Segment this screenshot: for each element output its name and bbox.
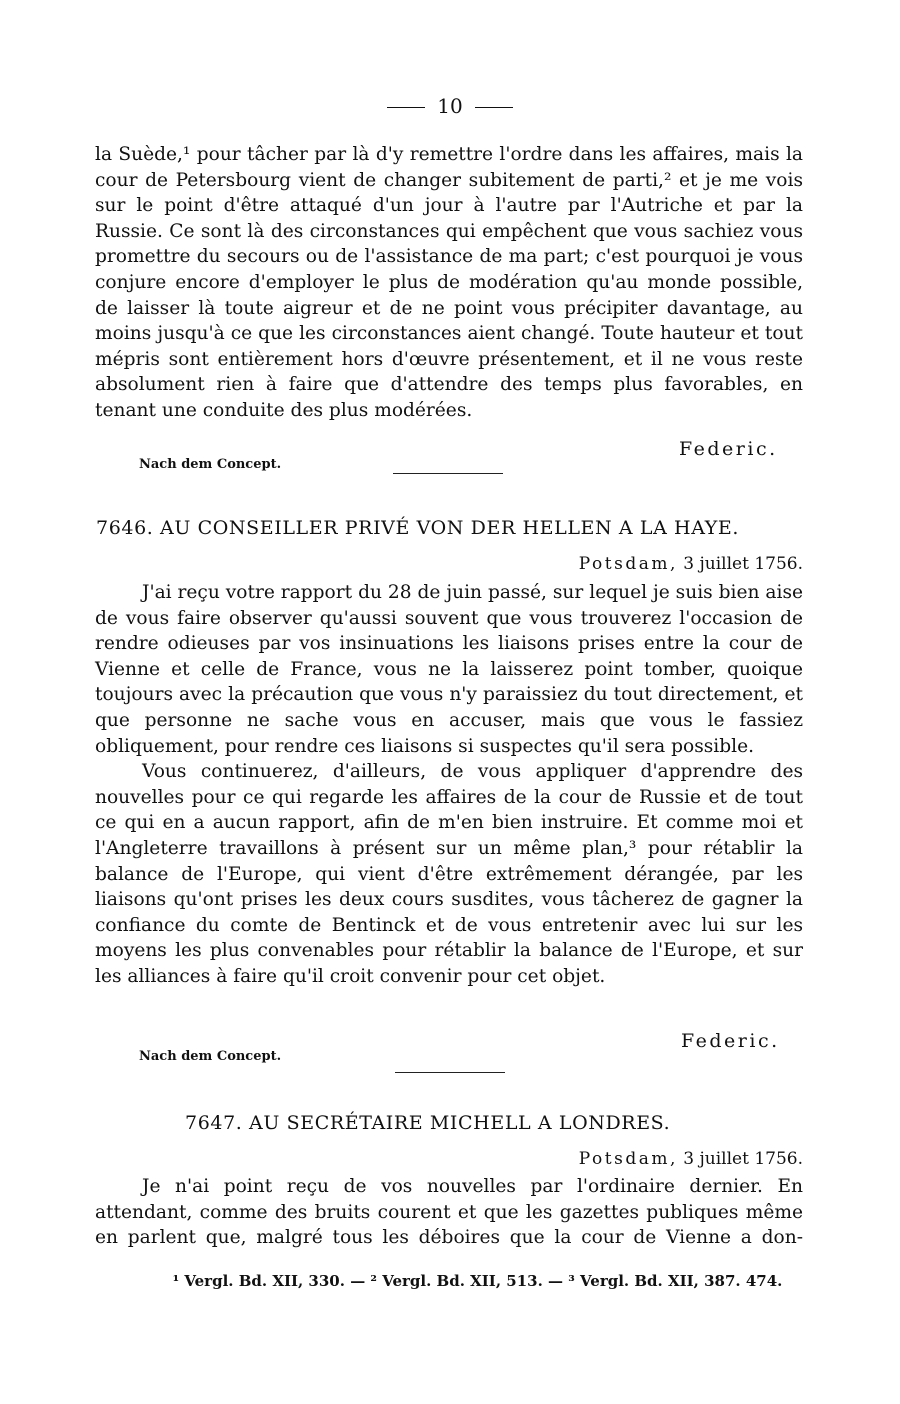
footnotes: ¹ Vergl. Bd. XII, 330. — ² Vergl. Bd. XII, 513. — ³ Vergl. Bd. XII, 387. 474.	[172, 1272, 783, 1290]
letter-7647-heading: 7647. AU SECRÉTAIRE MICHELL A LONDRES.	[185, 1112, 671, 1134]
page-number-dash-right	[475, 107, 513, 108]
previous-letter-body	[95, 142, 803, 424]
letter-7646-body	[95, 580, 803, 990]
letter-7646-paragraph-1: J'ai reçu votre rapport du 28 de juin passé, sur lequel je suis bien aise de vous faire observer qu'aussi souvent que vous trouverez l'occasion de rendre odieuses par vos insinuations les liaisons prises entre la cour de Vienne et celle de France, vous ne la laisserez point tomber, quoique toujours avec la précaution que vous n'y paraissiez du tout directement, et que personne ne sache vous en accuser, mais que vous le fassiez obliquement, pour rendre ces liaisons si suspectes qu'il sera possible.	[95, 582, 803, 757]
letter-7647-body	[95, 1174, 803, 1251]
letter-7647-date: 3 juillet 1756.	[683, 1149, 803, 1169]
letter-7646-dateline	[579, 554, 803, 574]
letter-7647-place: Potsdam,	[578, 1149, 678, 1169]
letter-7647-paragraph-1: Je n'ai point reçu de vos nouvelles par l'ordinaire dernier. En attendant, comme des bruits courent et que les gazettes publiques même en parlent que, malgré tous les déboires que la cour de Vienne a don-	[95, 1176, 803, 1249]
letter-7646-heading: 7646. AU CONSEILLER PRIVÉ VON DER HELLEN A LA HAYE.	[96, 517, 740, 539]
letter-7646-date: 3 juillet 1756.	[683, 554, 803, 574]
previous-letter-source-note: Nach dem Concept.	[139, 457, 282, 472]
page-number-text: 10	[437, 94, 463, 118]
letter-7646-place: Potsdam,	[578, 554, 678, 574]
page-number	[0, 94, 900, 118]
section-divider	[393, 473, 503, 474]
letter-7646-paragraph-2: Vous continuerez, d'ailleurs, de vous appliquer d'apprendre des nouvelles pour ce qui regarde les affaires de la cour de Russie et de tout ce qui en a aucun rapport, afin de m'en bien instruire. Et comme moi et l'Angleterre travaillons à présent sur un même plan,³ pour rétablir la balance de l'Europe, qui vient d'être extrêmement dérangée, par les liaisons qu'ont prises les deux cours susdites, vous tâcherez de gagner la confiance du comte de Bentinck et de vous entretenir avec lui sur les moyens les plus convenables pour rétablir la balance de l'Europe, et sur les alliances à faire qu'il croit convenir pour cet objet.	[95, 761, 803, 987]
letter-7647-dateline	[579, 1149, 803, 1169]
previous-letter-signature: Federic.	[679, 438, 778, 460]
previous-letter-paragraph: la Suède,¹ pour tâcher par là d'y remettre l'ordre dans les affaires, mais la cour de Petersbourg vient de changer subitement de parti,² et je me vois sur le point d'être attaqué d'un jour à l'autre par l'Autriche et par la Russie. Ce sont là des circonstances qui empêchent que vous sachiez vous promettre du secours ou de l'assistance de ma part; c'est pourquoi je vous conjure encore d'employer le plus de modération qu'au monde possible, de laisser là toute aigreur et de ne point vous précipiter davantage, au moins jusqu'à ce que les circonstances aient changé. Toute hauteur et tout mépris sont entièrement hors d'œuvre présentement, et il ne vous reste absolument rien à faire que d'attendre des temps plus favorables, en tenant une conduite des plus modérées.	[95, 144, 803, 421]
letter-7646-source-note: Nach dem Concept.	[139, 1049, 282, 1064]
section-divider	[395, 1072, 505, 1073]
letter-7646-signature: Federic.	[681, 1030, 780, 1052]
page-number-dash-left	[387, 107, 425, 108]
